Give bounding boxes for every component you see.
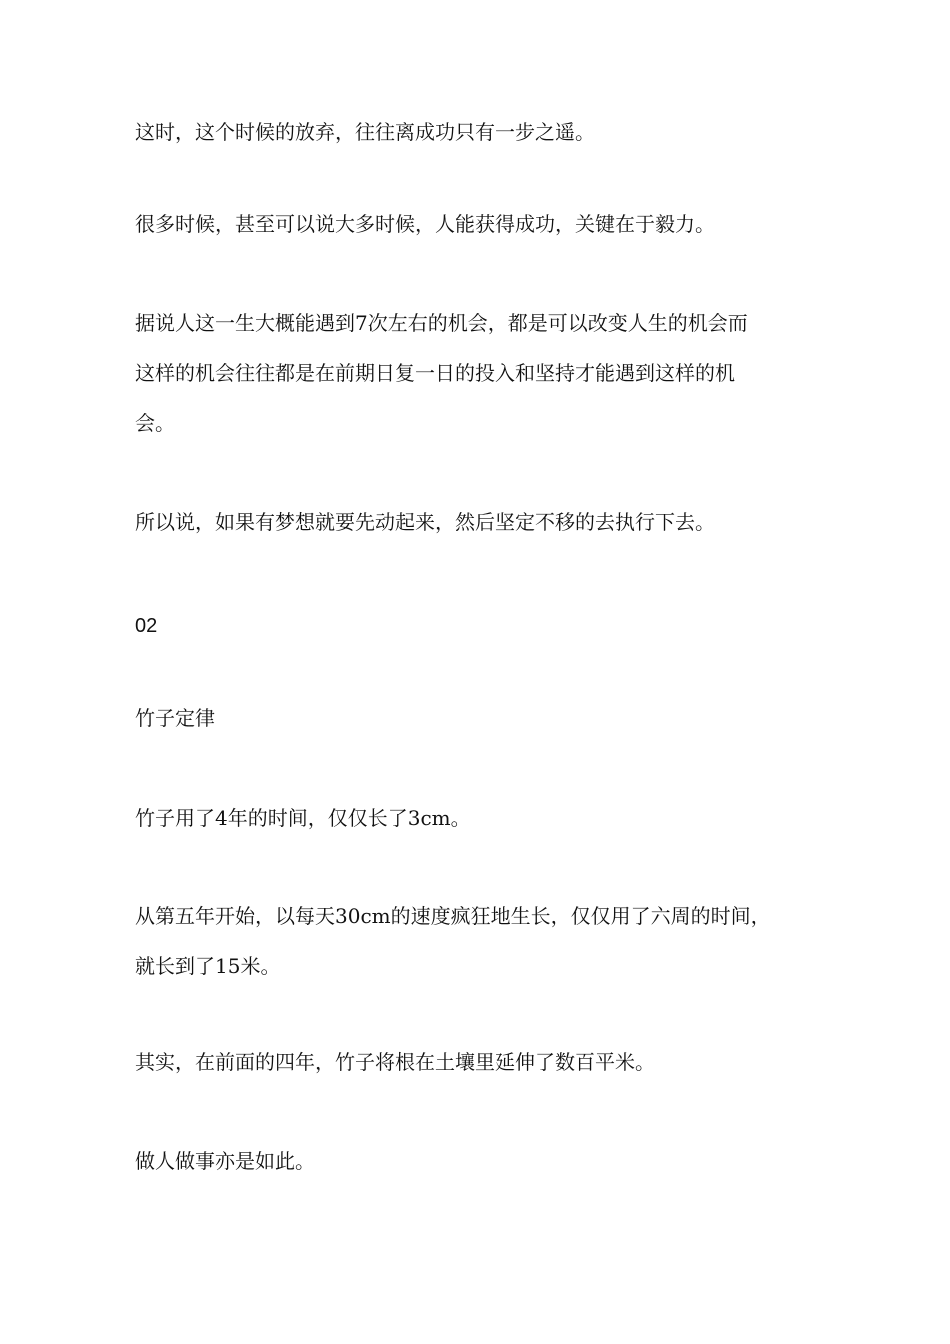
text-line: 竹子定律 bbox=[135, 706, 215, 730]
paragraph-6 bbox=[135, 891, 850, 991]
text-line: 这时，这个时候的放弃，往往离成功只有一步之遥。 bbox=[135, 120, 595, 144]
text-line: 从第五年开始，以每天30cm的速度疯狂地生长，仅仅用了六周的时间， bbox=[135, 904, 771, 928]
text-line: 很多时候，甚至可以说大多时候，人能获得成功，关键在于毅力。 bbox=[135, 212, 715, 236]
section-heading bbox=[135, 693, 850, 743]
text-line: 这样的机会往往都是在前期日复一日的投入和坚持才能遇到这样的机 bbox=[135, 361, 735, 385]
text-line: 会。 bbox=[135, 411, 175, 435]
paragraph-1 bbox=[135, 107, 850, 157]
text-line: 竹子用了4年的时间，仅仅长了3cm。 bbox=[135, 806, 471, 830]
paragraph-4 bbox=[135, 497, 850, 547]
text-line: 02 bbox=[135, 615, 158, 637]
text-line: 就长到了15米。 bbox=[135, 954, 281, 978]
paragraph-3 bbox=[135, 298, 850, 448]
paragraph-5 bbox=[135, 793, 850, 843]
text-line: 其实，在前面的四年，竹子将根在土壤里延伸了数百平米。 bbox=[135, 1050, 655, 1074]
paragraph-8 bbox=[135, 1136, 850, 1186]
text-line: 据说人这一生大概能遇到7次左右的机会，都是可以改变人生的机会而 bbox=[135, 311, 748, 335]
text-line: 所以说，如果有梦想就要先动起来，然后坚定不移的去执行下去。 bbox=[135, 510, 715, 534]
section-number bbox=[135, 601, 850, 651]
paragraph-7 bbox=[135, 1037, 850, 1087]
paragraph-2 bbox=[135, 199, 850, 249]
text-line: 做人做事亦是如此。 bbox=[135, 1149, 315, 1173]
